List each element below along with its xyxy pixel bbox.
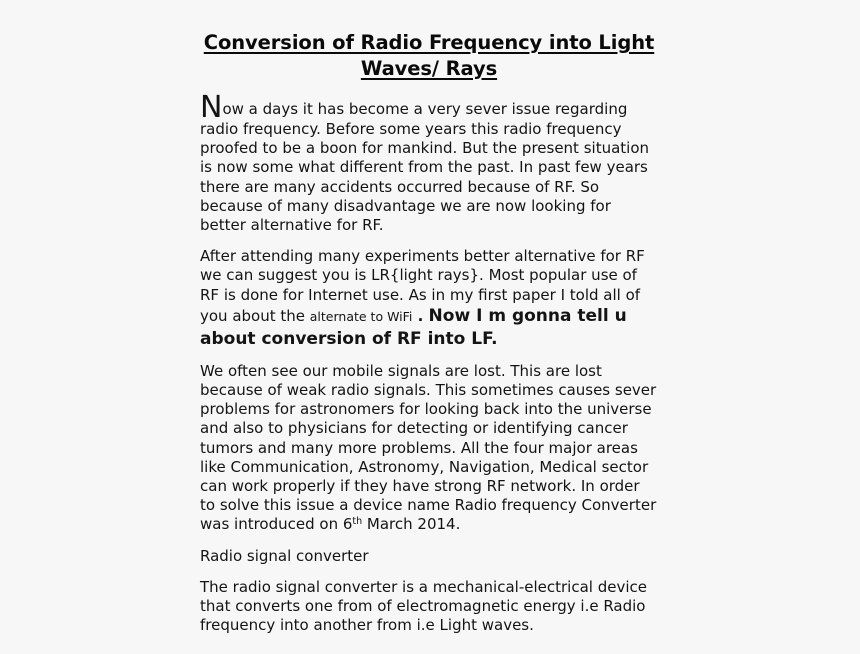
document-title-line-2: Waves/ Rays xyxy=(360,57,498,80)
ordinal-superscript: th xyxy=(352,516,363,528)
paragraph-signals-text: We often see our mobile signals are lost. This are lost because of weak radio signals. This sometimes causes sever problems for astronomers for looking back into the universe and also to physicians for detecting or identifying cancer tumors and many more problems. All the four major areas like Communication, Astronomy, Navigation, Medical sector can work properly if they have strong RF network. In order to solve this issue a device name Radio frequency Converter was introduced on 6 xyxy=(200,361,657,534)
paragraph-signals-text-after: March 2014. xyxy=(362,515,461,534)
document-title-line-1: Conversion of Radio Frequency into Light xyxy=(203,31,655,54)
section-subheading: Radio signal converter xyxy=(200,546,369,565)
paragraph-intro-text: ow a days it has become a very sever issue regarding radio frequency. Before some years this radio frequency proofed to be a boon for mankind. But the present situation is now some what different from the past. In past few years there are many accidents occurred because of RF. So because of many disadvantage we are now looking for better alternative for RF. xyxy=(200,100,650,235)
paragraph-signals xyxy=(200,362,658,535)
document-text-column xyxy=(200,30,658,647)
wifi-small-run: alternate to WiFi xyxy=(309,308,413,324)
bold-announcement-run: Now I m gonna tell u about conversion of RF into LF. xyxy=(200,305,627,349)
drop-cap-letter: N xyxy=(200,90,223,125)
paragraph-alternative-text: After attending many experiments better alternative for RF we can suggest you is LR{light rays}. Most popular use of RF is done for Internet use. As in my first paper I told all of you about the xyxy=(200,247,645,325)
paragraph-alternative xyxy=(200,247,658,351)
paragraph-intro xyxy=(200,90,658,235)
document-title xyxy=(200,30,658,82)
bold-separator: . xyxy=(412,306,429,325)
paragraph-converter: The radio signal converter is a mechanical-electrical device that converts one from of electromagnetic energy i.e Radio frequency into another from i.e Light waves. xyxy=(200,577,647,635)
